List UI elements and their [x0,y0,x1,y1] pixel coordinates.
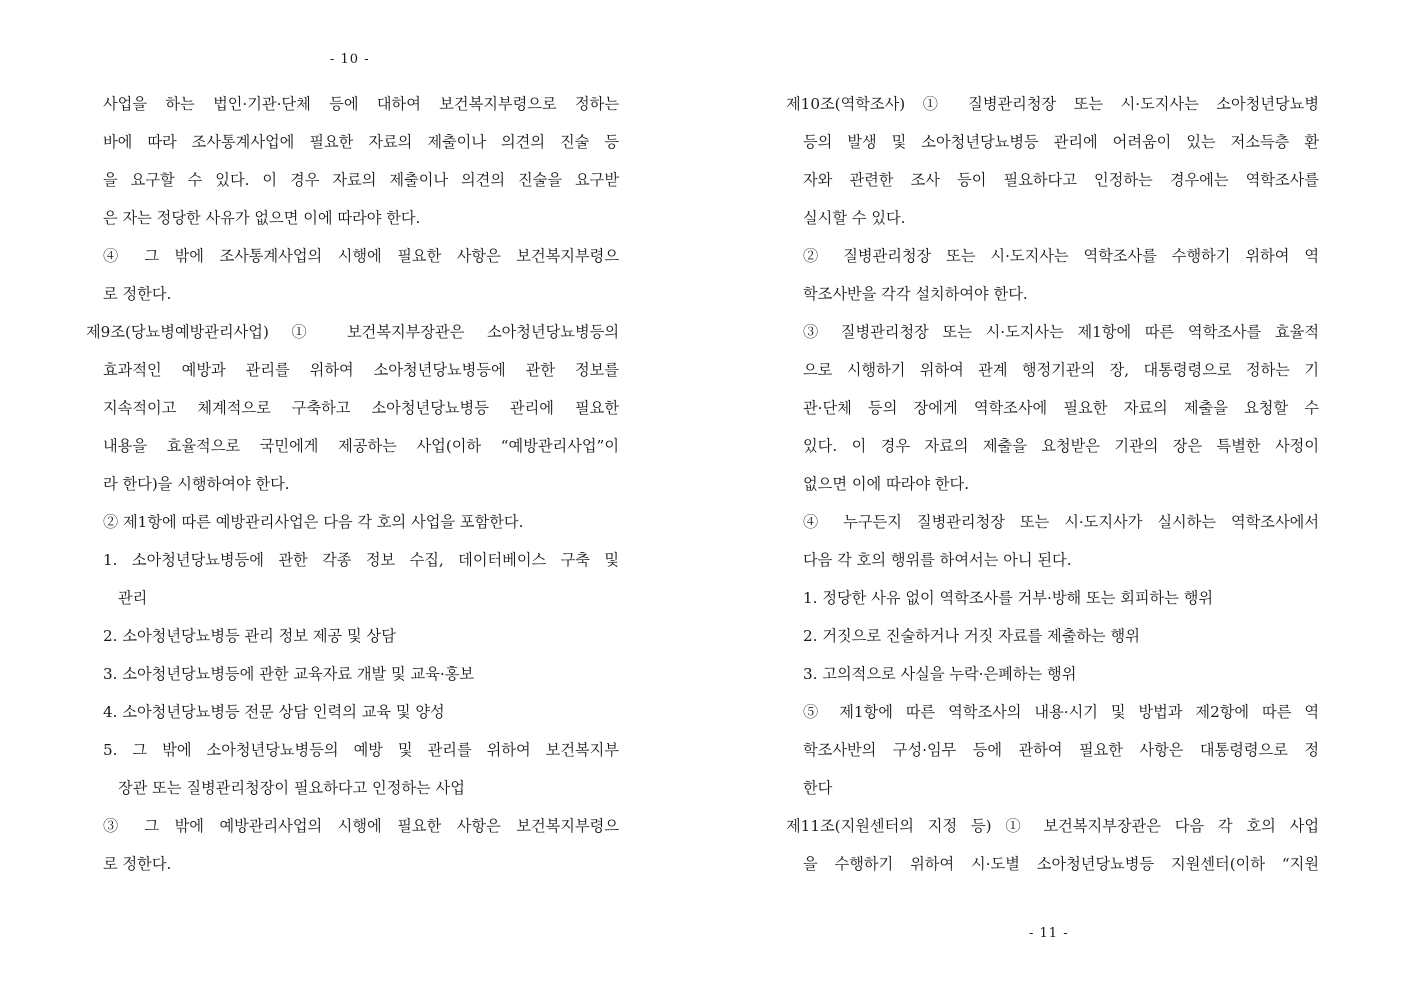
right-page [700,0,1403,992]
text-line: 학조사반을 각각 설치하여야 한다. [803,285,1028,303]
list-item-line: 3. 소아청년당뇨병등에 관한 교육자료 개발 및 교육·홍보 [103,665,475,683]
text-line: 으로 시행하기 위하여 관계 행정기관의 장, 대통령령으로 정하는 기 [803,361,1319,379]
text-line: 라 한다)을 시행하여야 한다. [103,475,290,493]
text-line: 사업을 하는 법인·기관·단체 등에 대하여 보건복지부령으로 정하는 [103,95,619,113]
list-item-line: 2. 소아청년당뇨병등 관리 정보 제공 및 상담 [103,627,396,645]
left-page [0,0,700,992]
page-number: - 11 - [1029,926,1069,941]
text-line: 내용을 효율적으로 국민에게 제공하는 사업(이하 “예방관리사업”이 [103,437,619,455]
text-line: ② 제1항에 따른 예방관리사업은 다음 각 호의 사업을 포함한다. [103,513,524,531]
list-item-line: 1. 소아청년당뇨병등에 관한 각종 정보 수집, 데이터베이스 구축 및 [103,551,619,569]
text-line: 로 정한다. [103,855,172,873]
text-line: 효과적인 예방과 관리를 위하여 소아청년당뇨병등에 관한 정보를 [103,361,619,379]
list-item-continuation: 관리 [118,589,148,607]
text-line: 등의 발생 및 소아청년당뇨병등 관리에 어려움이 있는 저소득층 환 [803,133,1319,151]
text-line: ③ 질병관리청장 또는 시·도지사는 제1항에 따른 역학조사를 효율적 [803,323,1319,341]
article-heading-line: 제10조(역학조사) ① 질병관리청장 또는 시·도지사는 소아청년당뇨병 [786,95,1319,113]
text-line: 지속적이고 체계적으로 구축하고 소아청년당뇨병등 관리에 필요한 [103,399,619,417]
article-heading-line: 제11조(지원센터의 지정 등) ① 보건복지부장관은 다음 각 호의 사업 [786,817,1319,835]
text-line: 없으면 이에 따라야 한다. [803,475,970,493]
list-item-line: 4. 소아청년당뇨병등 전문 상담 인력의 교육 및 양성 [103,703,445,721]
text-line: ④ 누구든지 질병관리청장 또는 시·도지사가 실시하는 역학조사에서 [803,513,1319,531]
text-line: 로 정한다. [103,285,172,303]
text-line: 관·단체 등의 장에게 역학조사에 필요한 자료의 제출을 요청할 수 [803,399,1319,417]
text-line: 학조사반의 구성·임무 등에 관하여 필요한 사항은 대통령령으로 정 [803,741,1319,759]
text-line: ③ 그 밖에 예방관리사업의 시행에 필요한 사항은 보건복지부령으 [103,817,619,835]
text-line: 을 수행하기 위하여 시·도별 소아청년당뇨병등 지원센터(이하 “지원 [803,855,1319,873]
list-item-line: 2. 거짓으로 진술하거나 거짓 자료를 제출하는 행위 [803,627,1140,645]
list-item-line: 3. 고의적으로 사실을 누락·은폐하는 행위 [803,665,1077,683]
text-line: ④ 그 밖에 조사통계사업의 시행에 필요한 사항은 보건복지부령으 [103,247,619,265]
text-line: 실시할 수 있다. [803,209,906,227]
text-line: ⑤ 제1항에 따른 역학조사의 내용·시기 및 방법과 제2항에 따른 역 [803,703,1319,721]
list-item-continuation: 장관 또는 질병관리청장이 필요하다고 인정하는 사업 [118,779,465,797]
text-line: 자와 관련한 조사 등이 필요하다고 인정하는 경우에는 역학조사를 [803,171,1319,189]
text-line: ② 질병관리청장 또는 시·도지사는 역학조사를 수행하기 위하여 역 [803,247,1319,265]
text-line: 은 자는 정당한 사유가 없으면 이에 따라야 한다. [103,209,421,227]
page-number: - 10 - [330,52,370,67]
text-line: 한다 [803,779,833,797]
text-line: 다음 각 호의 행위를 하여서는 아니 된다. [803,551,1072,569]
list-item-line: 5. 그 밖에 소아청년당뇨병등의 예방 및 관리를 위하여 보건복지부 [103,741,619,759]
list-item-line: 1. 정당한 사유 없이 역학조사를 거부·방해 또는 회피하는 행위 [803,589,1214,607]
text-line: 을 요구할 수 있다. 이 경우 자료의 제출이나 의견의 진술을 요구받 [103,171,619,189]
text-line: 바에 따라 조사통계사업에 필요한 자료의 제출이나 의견의 진술 등 [103,133,619,151]
article-heading-line: 제9조(당뇨병예방관리사업) ① 보건복지부장관은 소아청년당뇨병등의 [86,323,619,341]
text-line: 있다. 이 경우 자료의 제출을 요청받은 기관의 장은 특별한 사정이 [803,437,1319,455]
